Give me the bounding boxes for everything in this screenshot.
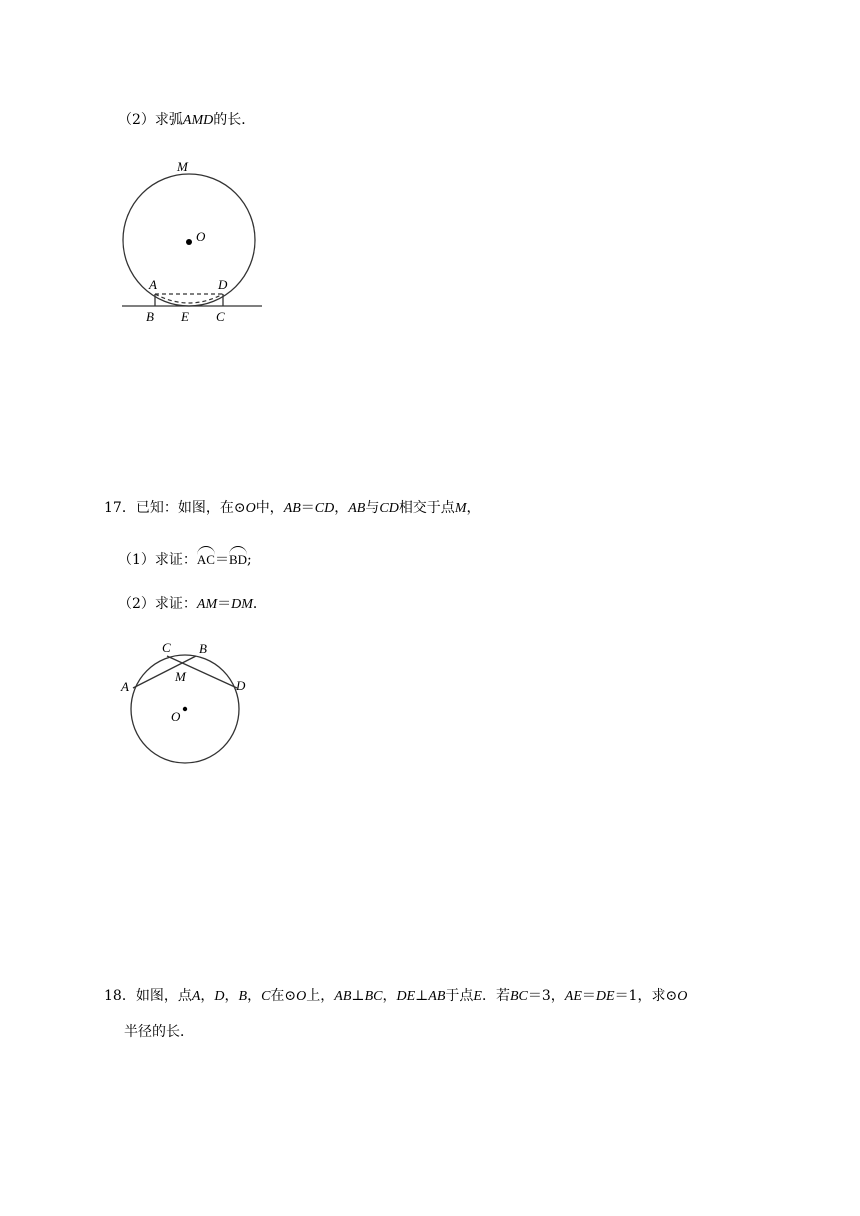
q18-de-2: DE [595,989,615,1004]
q18-number: 18． [104,988,136,1004]
q17-intersect: 相交于点 [398,500,455,516]
q18-bc-val: ＝3， [527,988,565,1004]
fig2-label-o: O [171,709,181,724]
q18-text-4: 于点 [445,988,474,1004]
q18-sep-2: ， [224,988,239,1004]
q18-d: D [214,989,225,1004]
fig1-label-b: B [146,309,154,324]
fig1-label-c: C [216,309,225,324]
q17-p1-eq: ＝ [214,552,229,568]
q18-line2: 半径的长． [124,1024,194,1040]
q18-sep-4: ， [382,988,397,1004]
figure-intersecting-chords [0,620,860,780]
q17-with: 与 [365,500,380,516]
q18-text-3: 上， [306,988,335,1004]
fig1-label-e: E [181,309,189,324]
arc-ac: AC [197,546,215,570]
q17-m: M [454,501,467,516]
q18-sep-3: ， [247,988,262,1004]
fig2-label-b: B [199,641,207,656]
q18-bc-2: BC [509,989,528,1004]
q18-eq: ＝ [581,988,596,1004]
q17-end-comma: ， [466,500,481,516]
q18-o: O [296,989,307,1004]
q18-bc: BC [364,989,383,1004]
q18-sep-1: ， [200,988,215,1004]
q17-text-2: 中， [255,500,284,516]
fig1-label-m: M [177,159,188,174]
q17-p1-prefix: （1）求证： [118,552,197,568]
q17-ab: AB [283,501,301,516]
q18-statement-line1 [104,986,687,1007]
q18-text-2: 在⊙ [270,988,297,1004]
q18-ab-2: AB [428,989,446,1004]
fig1-label-o: O [196,229,206,244]
fig1-label-d: D [218,277,228,292]
q18-text-1: 如图，点 [135,988,192,1004]
q17-text-1: 已知：如图，在⊙ [135,500,246,516]
q18-c: C [261,989,271,1004]
q17-number: 17． [104,500,136,516]
q17-p2-prefix: （2）求证： [118,596,197,612]
q17-eq: ＝ [300,500,315,516]
q17-p2-eq: ＝ [217,596,232,612]
q18-statement-line2 [124,1022,194,1042]
q16-part2-prefix: （2）求弧 [118,112,183,128]
fig1-center-dot [186,239,192,245]
fig1-label-a: A [149,277,157,292]
q17-part1 [118,546,252,570]
q18-o-2: O [677,989,688,1004]
q18-de-val: ＝1，求⊙ [614,988,678,1004]
q17-ab-2: AB [348,501,366,516]
q17-comma: ， [334,500,349,516]
fig2-center-dot [183,707,187,711]
q17-p1-suffix: ; [247,552,252,568]
q17-part2 [118,594,267,615]
q18-ae: AE [564,989,582,1004]
q18-b: B [238,989,248,1004]
fig2-label-d: D [236,678,246,693]
fig2-label-a: A [121,679,129,694]
q17-p2-am: AM [196,597,218,612]
q18-a: A [191,989,201,1004]
q18-perp-2: ⊥ [415,988,429,1004]
q18-e: E [473,989,482,1004]
q17-p2-suffix: ． [252,596,267,612]
fig2-label-m: M [175,669,186,684]
q18-de: DE [396,989,416,1004]
q18-perp-1: ⊥ [351,988,365,1004]
fig2-label-c: C [162,640,171,655]
q16-part2-suffix: 的长． [213,112,256,128]
q17-cd: CD [314,501,335,516]
q18-ab: AB [334,989,352,1004]
figure-circle-on-ground [0,0,860,340]
q18-text-5: ．若 [481,988,510,1004]
q17-statement [104,498,480,519]
q17-p2-dm: DM [231,597,253,612]
q17-o: O [245,501,256,516]
arc-bd: BD [229,546,247,570]
fig2-chord-ab [133,656,196,688]
arc-name-amd: AMD [182,113,214,128]
q17-cd-2: CD [379,501,399,516]
